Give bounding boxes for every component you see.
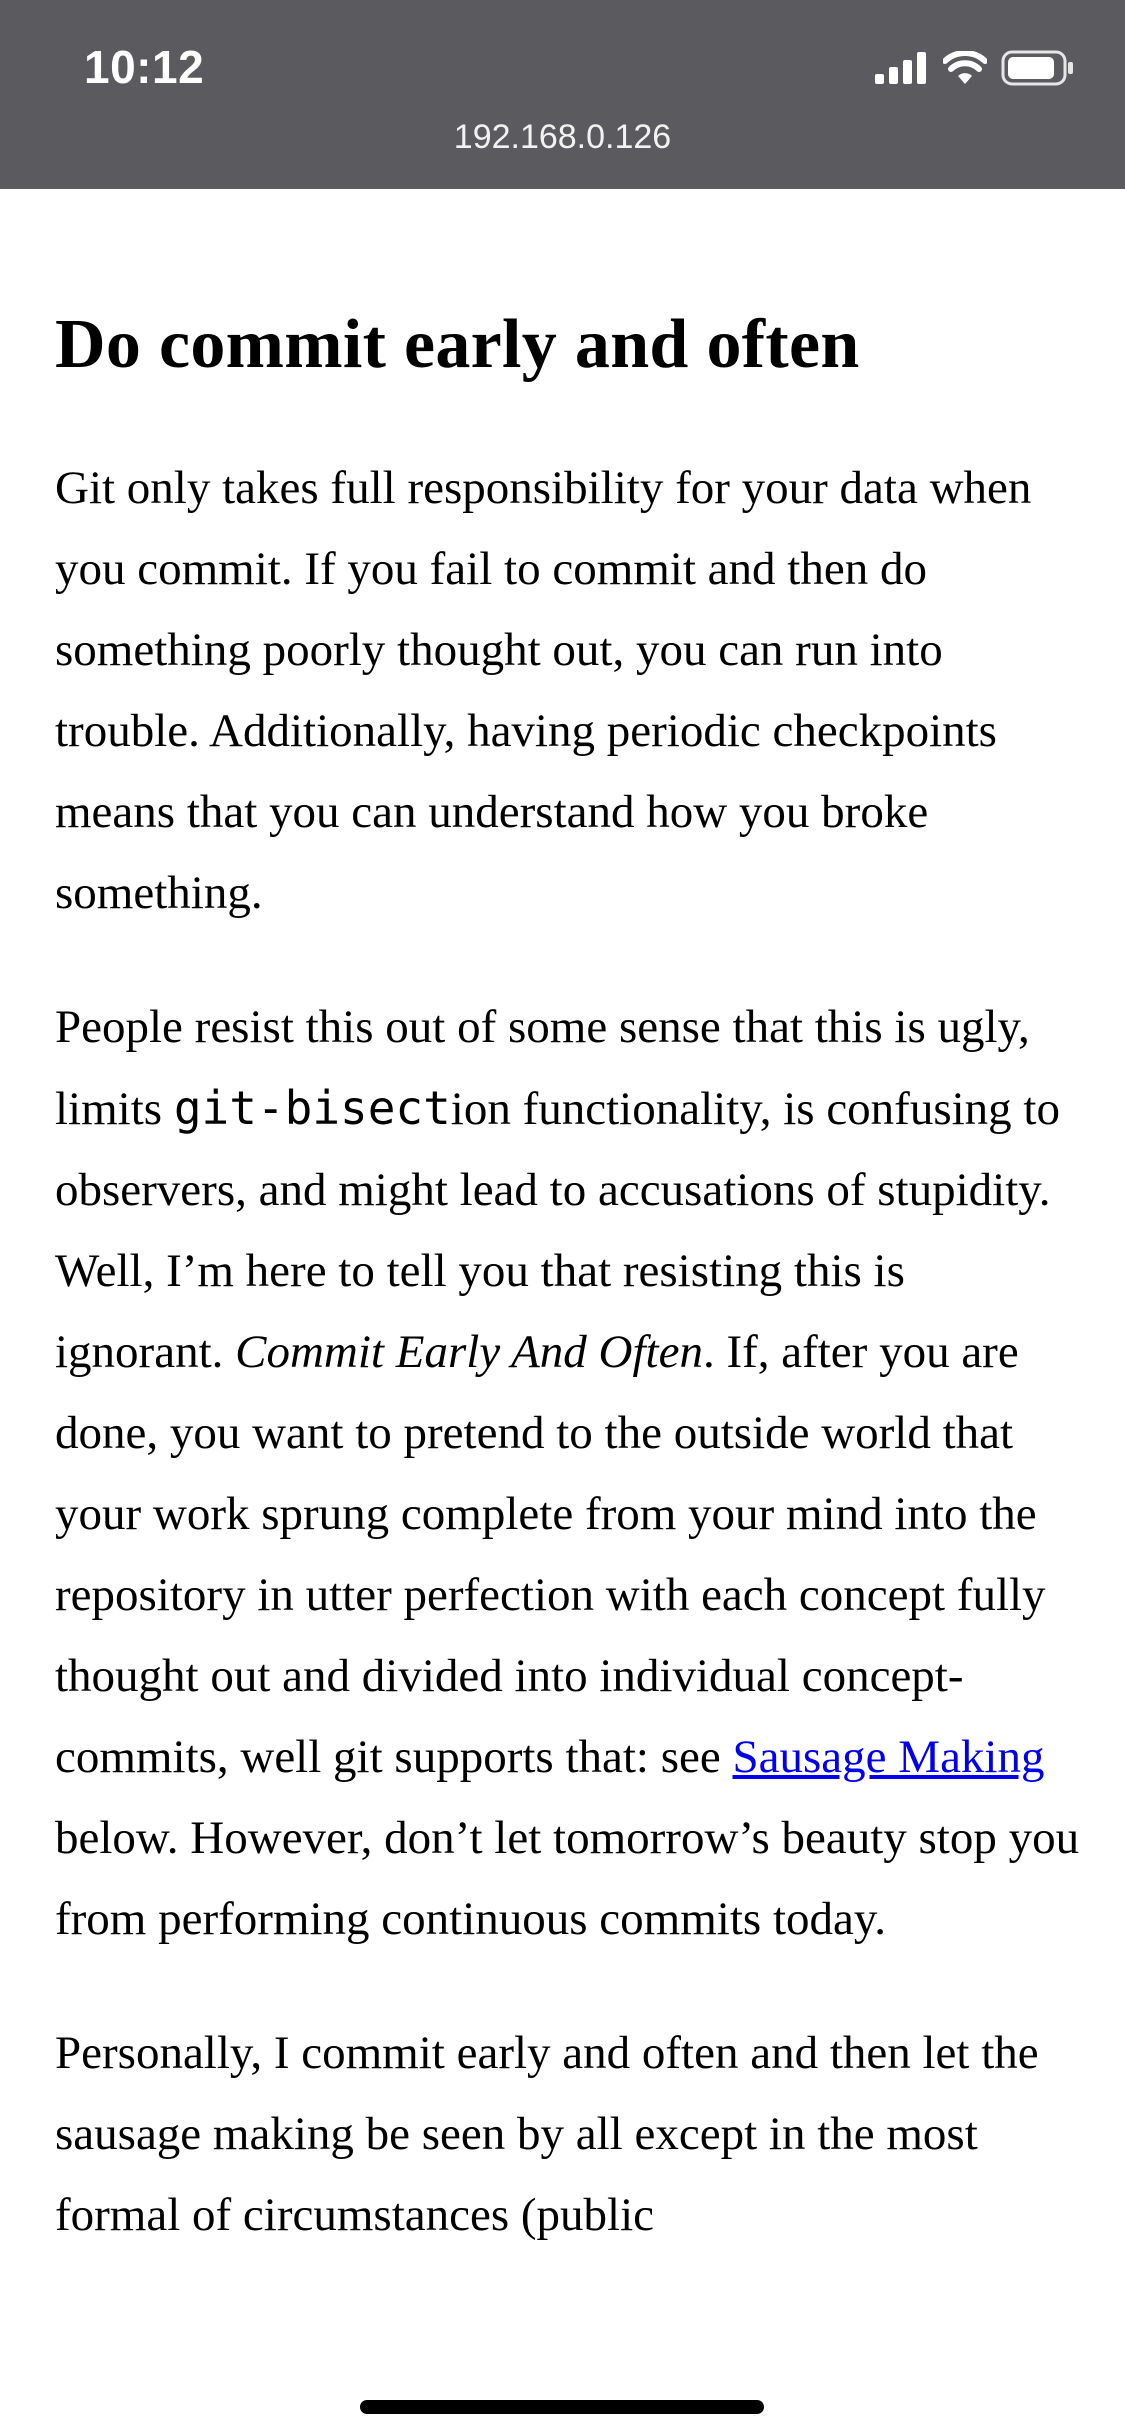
paragraph-2 bbox=[55, 987, 1085, 1960]
inline-code-git-bisect: git-bisect bbox=[173, 1081, 451, 1135]
status-time: 10:12 bbox=[84, 41, 205, 93]
battery-icon bbox=[1001, 50, 1075, 86]
paragraph-2-text-d: below. However, don’t let tomorrow’s beauty stop you from performing continuous commits today. bbox=[55, 1812, 1080, 1945]
address-bar-url[interactable]: 192.168.0.126 bbox=[453, 118, 672, 156]
status-icons bbox=[875, 48, 1075, 88]
paragraph-2-text-a: People resist this out of some sense that this is ugly, limits bbox=[55, 1001, 1030, 1135]
paragraph-2-text-b: ion functionality, is confusing to observers, and might lead to accusations of stupidity. Well, I’m here to tell you that resisting this is ignorant. bbox=[55, 1083, 1060, 1378]
article-content bbox=[55, 300, 1085, 2309]
paragraph-3: Personally, I commit early and often and then let the sausage making be seen by all except in the most formal of circumstances (public bbox=[55, 2027, 1039, 2241]
section-heading: Do commit early and often bbox=[55, 306, 860, 383]
wifi-icon bbox=[943, 51, 987, 85]
paragraph-2-text-c: . If, after you are done, you want to pretend to the outside world that your work sprung complete from your mind into the repository in utter perfection with each concept fully thought out and divided into individual concept-commits, well git supports that: see bbox=[55, 1326, 1046, 1783]
home-indicator[interactable] bbox=[360, 2400, 764, 2414]
paragraph-1: Git only takes full responsibility for your data when you commit. If you fail to commit and then do something poorly thought out, you can run into trouble. Additionally, having periodic checkpoints means that you can understand how you broke something. bbox=[55, 462, 1032, 919]
status-bar bbox=[0, 0, 1125, 189]
signal-icon bbox=[875, 52, 929, 84]
emphasis-commit-early: Commit Early And Often bbox=[235, 1326, 703, 1378]
sausage-making-link[interactable]: Sausage Making bbox=[732, 1731, 1045, 1783]
